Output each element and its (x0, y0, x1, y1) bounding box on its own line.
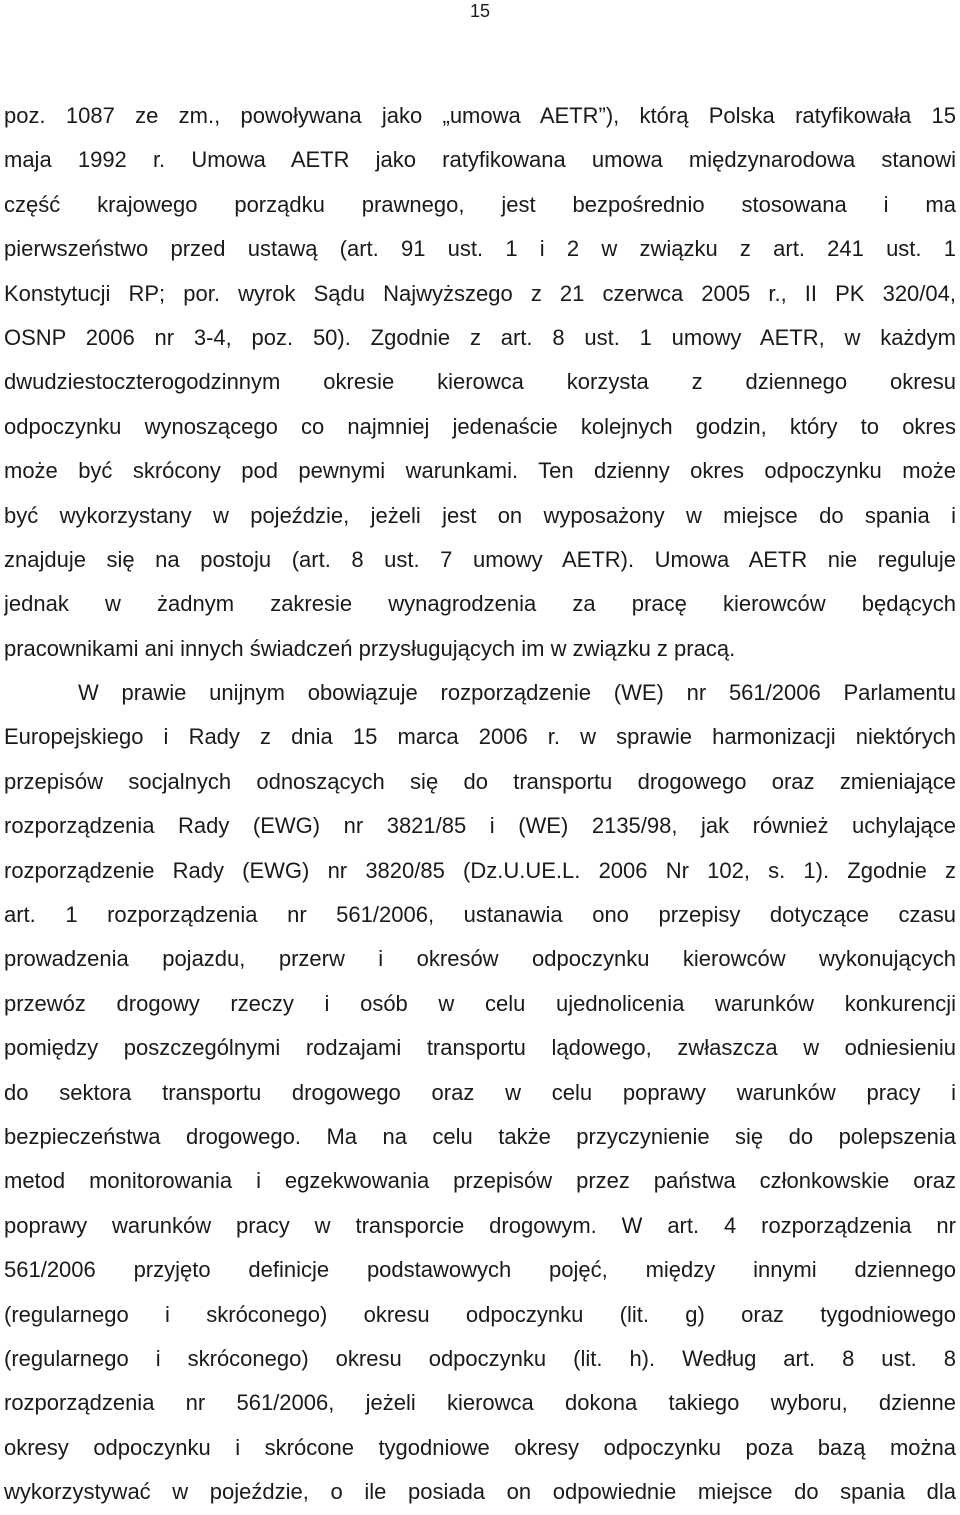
text-line: art. 1 rozporządzenia nr 561/2006, ustanawia ono przepisy dotyczące czasu (4, 902, 956, 928)
text-line: przewóz drogowy rzeczy i osób w celu ujednolicenia warunków konkurencji (4, 990, 956, 1016)
text-line: dwudziestoczterogodzinnym okresie kierowca korzysta z dziennego okresu (4, 369, 956, 395)
text-line: (regularnego i skróconego) okresu odpoczynku (lit. h). Według art. 8 ust. 8 (4, 1345, 956, 1371)
text-line: rozporządzenia Rady (EWG) nr 3821/85 i (WE) 2135/98, jak również uchylające (4, 813, 956, 839)
text-line: część krajowego porządku prawnego, jest bezpośrednio stosowana i ma (4, 191, 956, 217)
text-line: Europejskiego i Rady z dnia 15 marca 2006 r. w sprawie harmonizacji niektórych (4, 724, 956, 750)
page-number: 15 (469, 1, 491, 21)
text-line: poz. 1087 ze zm., powoływana jako „umowa AETR”), którą Polska ratyfikowała 15 (4, 103, 956, 128)
text-line: rozporządzenie Rady (EWG) nr 3820/85 (Dz.U.UE.L. 2006 Nr 102, s. 1). Zgodnie z (4, 857, 956, 883)
text-line: pierwszeństwo przed ustawą (art. 91 ust. 1 i 2 w związku z art. 241 ust. 1 (4, 236, 956, 262)
text-line: pracownikami ani innych świadczeń przysługujących im w związku z pracą. (4, 635, 736, 661)
text-line: może być skrócony pod pewnymi warunkami. Ten dzienny okres odpoczynku może (4, 458, 956, 484)
text-line: okresy odpoczynku i skrócone tygodniowe okresy odpoczynku poza bazą można (4, 1434, 956, 1460)
text-line: bezpieczeństwa drogowego. Ma na celu także przyczynienie się do polepszenia (4, 1123, 956, 1149)
text-line: poprawy warunków pracy w transporcie drogowym. W art. 4 rozporządzenia nr (4, 1212, 956, 1238)
text-line: metod monitorowania i egzekwowania przepisów przez państwa członkowskie oraz (4, 1168, 956, 1194)
text-line: jednak w żadnym zakresie wynagrodzenia za pracę kierowców będących (4, 591, 956, 617)
text-line: do sektora transportu drogowego oraz w celu poprawy warunków pracy i (4, 1079, 956, 1105)
text-line: OSNP 2006 nr 3-4, poz. 50). Zgodnie z art. 8 ust. 1 umowy AETR, w każdym (4, 324, 956, 350)
text-line: znajduje się na postoju (art. 8 ust. 7 umowy AETR). Umowa AETR nie reguluje (4, 546, 956, 572)
text-line: 561/2006 przyjęto definicje podstawowych pojęć, między innymi dziennego (4, 1257, 956, 1283)
text-line: Konstytucji RP; por. wyrok Sądu Najwyższego z 21 czerwca 2005 r., II PK 320/04, (4, 280, 956, 306)
text-line: prowadzenia pojazdu, przerw i okresów odpoczynku kierowców wykonujących (4, 946, 956, 972)
text-line: być wykorzystany w pojeździe, jeżeli jest on wyposażony w miejsce do spania i (4, 502, 956, 528)
document-body (4, 94, 956, 1515)
text-line: odpoczynku wynoszącego co najmniej jedenaście kolejnych godzin, który to okres (4, 413, 956, 439)
text-line: maja 1992 r. Umowa AETR jako ratyfikowana umowa międzynarodowa stanowi (4, 147, 956, 173)
text-line: (regularnego i skróconego) okresu odpoczynku (lit. g) oraz tygodniowego (4, 1301, 956, 1327)
text-line: wykorzystywać w pojeździe, o ile posiada on odpowiednie miejsce do spania dla (4, 1479, 956, 1505)
text-line: pomiędzy poszczególnymi rodzajami transportu lądowego, zwłaszcza w odniesieniu (4, 1035, 956, 1061)
text-line: przepisów socjalnych odnoszących się do transportu drogowego oraz zmieniające (4, 768, 956, 794)
text-line: rozporządzenia nr 561/2006, jeżeli kierowca dokona takiego wyboru, dzienne (4, 1390, 956, 1416)
paragraph-first-line: W prawie unijnym obowiązuje rozporządzenie (WE) nr 561/2006 Parlamentu (78, 680, 956, 706)
